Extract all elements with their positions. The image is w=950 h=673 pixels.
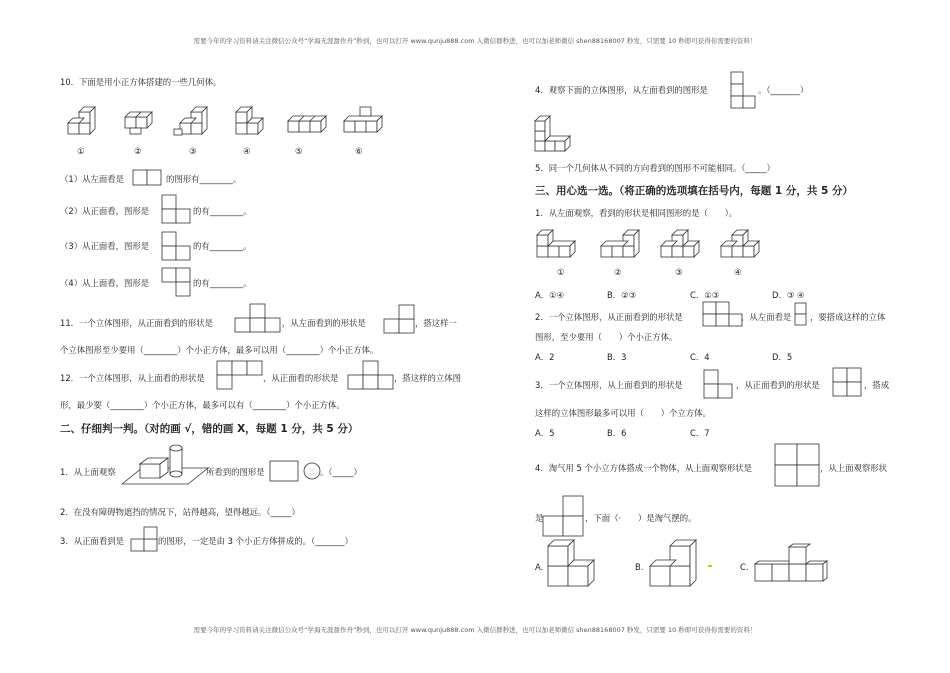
c1-option-a: A．①④ xyxy=(535,290,565,300)
solid-figure-6 xyxy=(344,107,382,132)
judge-1-prefix: 1．从上面观察 xyxy=(60,467,116,477)
c4-option-b-label: B. xyxy=(635,562,644,572)
choice-3-part1: 3．一个立体图形，从上面看到的形状是 xyxy=(535,380,683,390)
c1-fig-label-4: ④ xyxy=(734,268,742,278)
c2-option-a: A．2 xyxy=(535,352,555,362)
q12-top-shape xyxy=(217,361,265,391)
judge-4-left-view-shape xyxy=(731,72,757,110)
choice-2-part3: ，要搭成这样的立体 xyxy=(810,312,886,322)
fig-label-5: ⑤ xyxy=(295,147,303,157)
choice-2-front-shape xyxy=(703,302,745,330)
fig-label-6: ⑥ xyxy=(355,147,363,157)
q10-1-shape xyxy=(133,170,163,186)
q11-part1: 11．一个立体图形，从正面看到的形状是 xyxy=(60,318,214,328)
choice-4-part3: 是 xyxy=(535,513,544,523)
c4-dot xyxy=(708,563,714,569)
c2-option-d: D．5 xyxy=(772,352,793,362)
q12-part3: ，搭这样的立体图 xyxy=(394,373,461,383)
q11-part3: ，搭这样一 xyxy=(415,318,457,328)
q10-2-suffix: 的有________。 xyxy=(193,206,252,216)
judge-4-prefix: 4．观察下面的立体图形，从左面看到的图形是 xyxy=(535,85,708,95)
choice-1-figure-1 xyxy=(537,230,575,257)
judge-3-suffix: 的图形，一定是由 3 个小正方体拼成的。（_______） xyxy=(158,536,353,546)
q10-4-shape xyxy=(162,268,192,298)
q11-part4: 个立体图形至少要用（________）个小正方体，最多可以用（________）个小正方体。 xyxy=(60,345,379,355)
c3-option-b: B．6 xyxy=(607,428,627,438)
q11-front-shape xyxy=(235,304,283,334)
choice-3-top-shape xyxy=(704,370,736,400)
solid-figure-1 xyxy=(68,107,95,134)
judge-4-suffix: 。（_______） xyxy=(758,85,809,95)
q12-part4: 形，最少要（________）个小正方体，最多可以有（________）个小正方体。 xyxy=(60,400,345,410)
judge-3-prefix: 3．从正面看到是 xyxy=(60,536,124,546)
q10-4-suffix: 的有________。 xyxy=(193,278,252,288)
choice-4-top-shape-1 xyxy=(775,444,821,488)
judge-1-solid-figure xyxy=(122,442,210,486)
q10-2-prefix: （2）从正面看，图形是 xyxy=(60,206,150,216)
q11-part2: ，从左面看到的形状是 xyxy=(282,318,366,328)
q10-3-suffix: 的有________。 xyxy=(193,241,252,251)
judge-4-solid-figure xyxy=(535,113,579,155)
c1-fig-label-1: ① xyxy=(557,268,565,278)
choice-2-part1: 2．一个立体图形，从正面看到的形状是 xyxy=(535,312,683,322)
section-3-title: 三、用心选一选。（将正确的选项填在括号内，每题 1 分，共 5 分） xyxy=(535,185,853,197)
choice-1: 1．从左面观察，看到的形状是相同图形的是（ ）。 xyxy=(535,208,738,218)
c1-option-c: C．①③ xyxy=(690,290,720,300)
judge-5: 5．同一个几何体从不同的方向看到的图形不可能相同。（_____） xyxy=(535,163,775,173)
c2-option-b: B．3 xyxy=(607,352,627,362)
choice-1-figure-3 xyxy=(661,230,699,257)
choice-2-part2: ，从左面看是 xyxy=(741,312,792,322)
solid-figure-3 xyxy=(174,107,207,135)
choice-4-part4: ，下面（· ）是淘气摆的。 xyxy=(585,513,697,523)
c1-option-b: B．②③ xyxy=(607,290,637,300)
c2-option-c: C．4 xyxy=(690,352,710,362)
choice-4-part1: 4．淘气用 5 个小立方体搭成一个物体，从上面观察形状是 xyxy=(535,463,752,473)
choice-2-left-shape xyxy=(795,303,809,331)
q10-2-shape xyxy=(162,195,192,225)
q12-part2: ，从正面看的形状是 xyxy=(263,373,339,383)
choice-3-part2: ，从正面看到的形状是 xyxy=(736,380,820,390)
c1-option-d: D．③ ④ xyxy=(772,290,805,300)
q12-front-shape xyxy=(348,361,396,391)
page-footer: 需要今年的学习资料请关注微信公众号“学海无涯甜作舟”秒到，也可以打开 www.qunju888.com 入微信群秒进，也可以加老师微信 shen88168007 秒发，只需要 10 秒即可获得你需要的资料！ xyxy=(193,626,757,634)
solid-figure-4 xyxy=(236,107,263,134)
c1-fig-label-3: ③ xyxy=(675,268,683,278)
c4-option-a-label: A. xyxy=(535,562,544,572)
q10-1-suffix: 的图形有________。 xyxy=(166,174,242,184)
q10-1-prefix: （1）从左面看是 xyxy=(60,174,124,184)
choice-4-part2: ，从上面观察形状 xyxy=(820,463,887,473)
choice-3-front-shape xyxy=(833,368,865,398)
choice-1-solid-figures xyxy=(535,230,775,266)
choice-1-figure-2 xyxy=(601,230,639,257)
c3-option-c: C．7 xyxy=(690,428,710,438)
c1-fig-label-2: ② xyxy=(614,268,622,278)
section-2-title: 二、仔细判一判。（对的画 √，错的画 X，每题 1 分，共 5 分） xyxy=(60,423,359,435)
q10-solid-figures xyxy=(66,103,376,145)
solid-figure-5 xyxy=(288,116,326,132)
judge-2: 2．在没有障碍物遮挡的情况下，站得越高，望得越远。（_____） xyxy=(60,507,300,517)
choice-4-top-shape-2 xyxy=(543,496,587,538)
fig-label-4: ④ xyxy=(243,147,251,157)
question-10: 10．下面是用小正方体搭建的一些几何体。 xyxy=(60,77,222,87)
fig-label-2: ② xyxy=(134,147,142,157)
q10-4-prefix: （4）从上面看，图形是 xyxy=(60,278,150,288)
c4-option-c-label: C. xyxy=(740,562,749,572)
choice-2-part4: 图形，至少要用（ ）个小正方体。 xyxy=(535,332,678,342)
judge-1-suffix: 。（_____） xyxy=(320,467,362,477)
q10-3-prefix: （3）从正面看，图形是 xyxy=(60,241,150,251)
q12-part1: 12．一个立体图形，从上面看的形状是 xyxy=(60,373,205,383)
judge-3-shape xyxy=(131,527,161,555)
fig-label-1: ① xyxy=(77,147,85,157)
solid-figure-2 xyxy=(125,112,152,134)
page-header: 需要今年的学习资料请关注微信公众号“学海无涯甜作舟”秒到，也可以打开 www.qunju888.com 入微信群秒进，也可以加老师微信 shen88168007 秒发，只需要 10 秒即可获得你需要的资料！ xyxy=(193,37,757,45)
c3-option-a: A．5 xyxy=(535,428,555,438)
fig-label-3: ③ xyxy=(189,147,197,157)
c4-option-a-figure xyxy=(546,540,596,590)
choice-3-part4: 这样的立体图形最多可以用（ ）个立方体。 xyxy=(535,408,711,418)
c4-option-c-figure xyxy=(755,544,833,588)
choice-1-figure-4 xyxy=(721,230,759,257)
judge-1-middle: 所看到的图形是 xyxy=(206,467,265,477)
q10-3-shape xyxy=(162,232,192,262)
q11-left-shape xyxy=(384,305,416,335)
c4-option-b-figure xyxy=(648,540,698,590)
choice-3-part3: ，搭成 xyxy=(864,380,890,390)
